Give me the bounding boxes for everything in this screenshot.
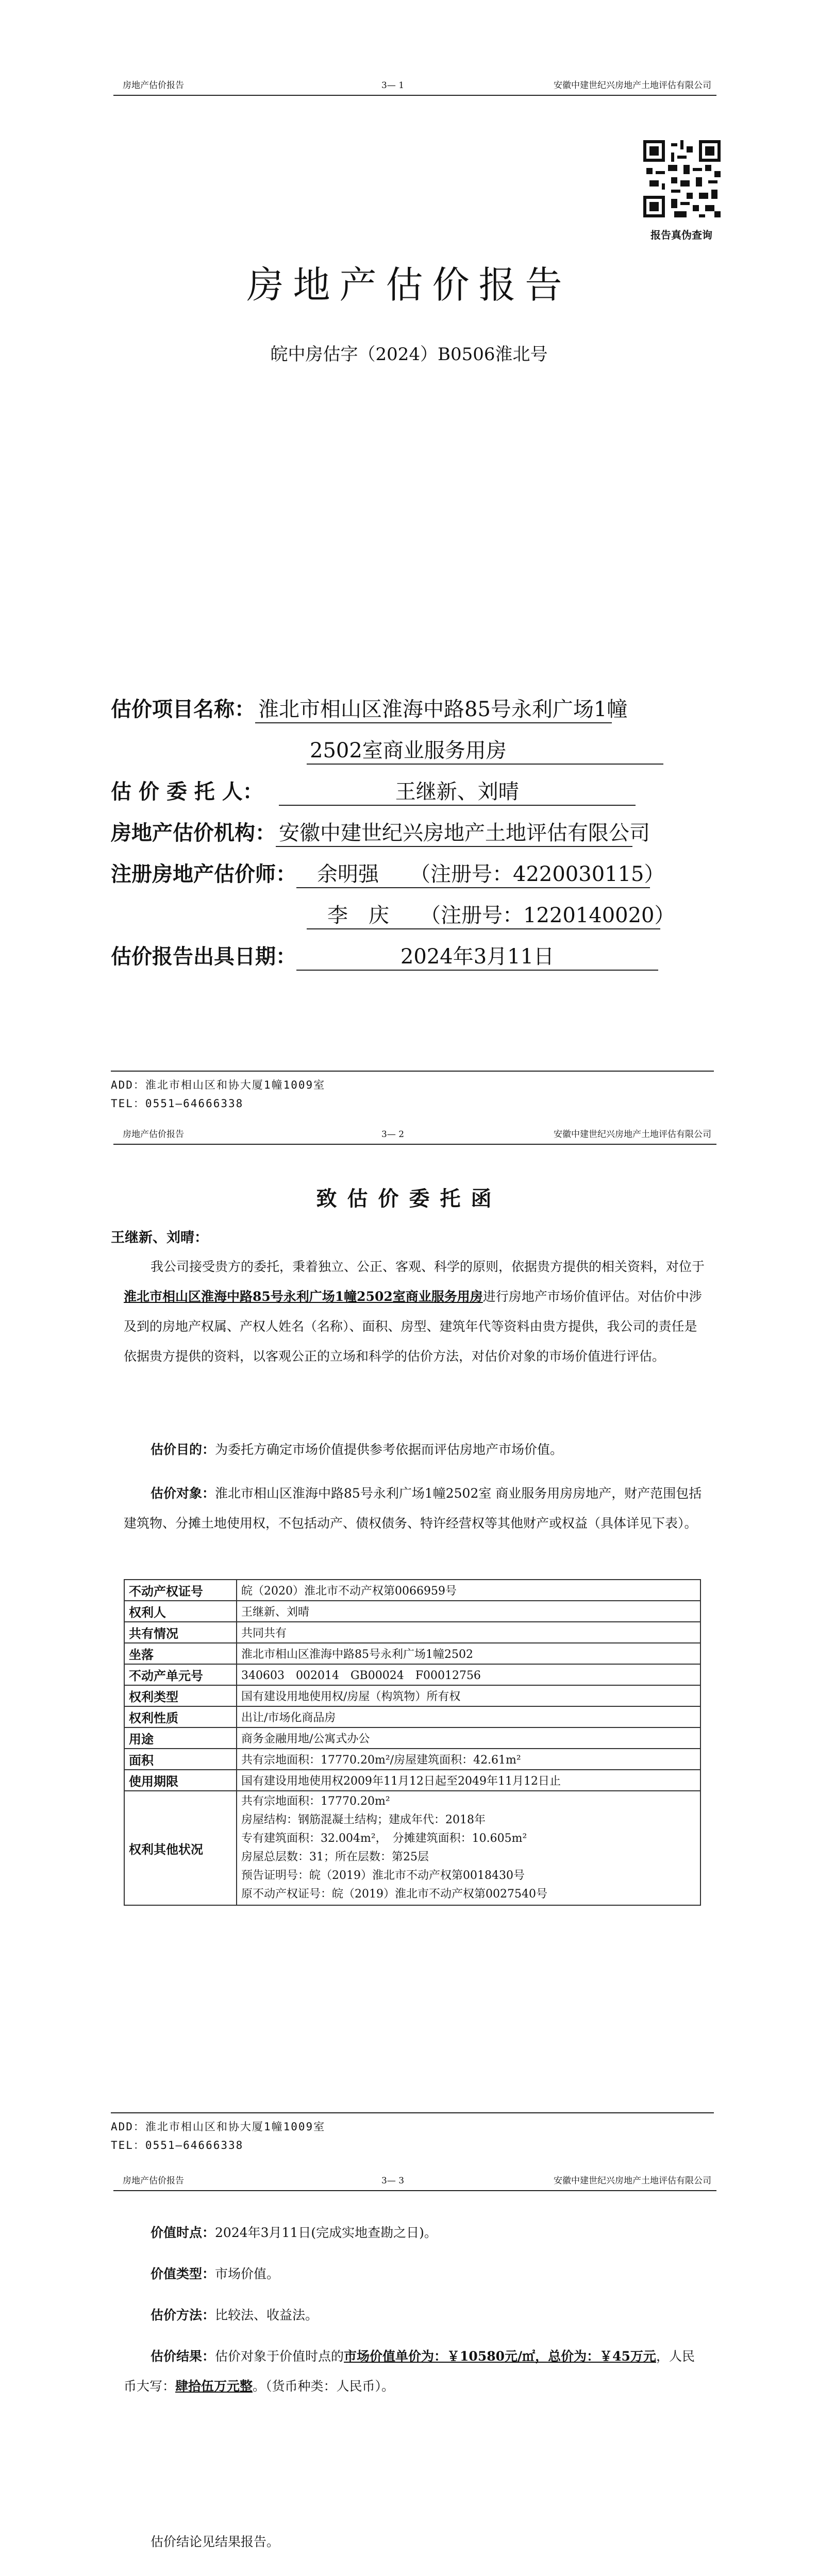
result-label: 估价结果： bbox=[151, 2349, 215, 2364]
letter-title: 致估价委托函 bbox=[316, 1187, 502, 1211]
value-date-label: 价值时点： bbox=[151, 2225, 215, 2240]
table-key: 坐落 bbox=[124, 1643, 237, 1664]
document-number: 皖中房估字（2024）B0506淮北号 bbox=[270, 344, 548, 365]
other-status-line: 房屋结构：钢筋混凝土结构；建成年代：2018年 bbox=[241, 1814, 486, 1826]
table-row bbox=[124, 1685, 700, 1706]
table-row bbox=[124, 1601, 700, 1622]
info-row-client bbox=[111, 775, 636, 806]
intro-text: 我公司接受贵方的委托，秉着独立、公正、客观、科学的原则，依据贵方提供的相关资料，对位于 bbox=[151, 1259, 705, 1274]
purpose-label: 估价目的： bbox=[151, 1442, 215, 1457]
header-left: 房地产估价报告 bbox=[123, 80, 184, 91]
paragraph-value-date bbox=[124, 2218, 706, 2248]
table-key: 不动产单元号 bbox=[124, 1664, 237, 1685]
info-row-appraiser bbox=[111, 858, 665, 888]
table-value: 商务金融用地/公寓式办公 bbox=[237, 1727, 700, 1749]
footer-address: ADD：淮北市相山区和协大厦1幢1009室 bbox=[111, 1079, 326, 1091]
paragraph-conclusion bbox=[124, 2527, 706, 2557]
header-left: 房地产估价报告 bbox=[123, 2176, 184, 2186]
header-right: 安徽中建世纪兴房地产土地评估有限公司 bbox=[554, 2176, 711, 2186]
info-label: 房地产估价机构： bbox=[111, 821, 276, 845]
info-row-date bbox=[111, 940, 658, 971]
object-label: 估价对象： bbox=[151, 1486, 215, 1501]
table-value-multiline bbox=[237, 1791, 700, 1905]
page-header-1 bbox=[113, 71, 716, 96]
addressee: 王继新、刘晴： bbox=[111, 1230, 208, 1246]
paragraph-value-type bbox=[124, 2259, 706, 2289]
info-label: 注册房地产估价师： bbox=[111, 862, 296, 886]
table-key: 权利性质 bbox=[124, 1706, 237, 1727]
table-row bbox=[124, 1643, 700, 1664]
table-value: 皖（2020）淮北市不动产权第0066959号 bbox=[237, 1580, 700, 1601]
info-value: 2502室商业服务用房 bbox=[307, 734, 663, 765]
intro-text-cont: 进行房地产市场价值评估。对估价中涉及到的房地产权属、产权人姓名（名称）、面积、房型、建筑年代等资料由贵方提供，我公司的责任是依据贵方提供的资料，以客观公正的立场和科学的估价方法，对估价对象的市场价值进行评估。 bbox=[124, 1289, 702, 1364]
table-value: 340603 002014 GB00024 F00012756 bbox=[237, 1664, 700, 1685]
paragraph-method bbox=[124, 2300, 706, 2330]
table-value: 共有宗地面积：17770.20m²/房屋建筑面积：42.61m² bbox=[237, 1749, 700, 1770]
conclusion-text: 估价结论见结果报告。 bbox=[151, 2534, 280, 2549]
info-row-agency bbox=[111, 817, 650, 847]
table-value: 淮北市相山区淮海中路85号永利广场1幢2502 bbox=[237, 1643, 700, 1664]
method-label: 估价方法： bbox=[151, 2308, 215, 2323]
header-page-number: 3— 3 bbox=[381, 2176, 405, 2186]
header-left: 房地产估价报告 bbox=[123, 1129, 184, 1140]
table-row bbox=[124, 1727, 700, 1749]
other-status-line: 共有宗地面积：17770.20m² bbox=[241, 1795, 390, 1808]
rights-table bbox=[124, 1579, 701, 1906]
header-right: 安徽中建世纪兴房地产土地评估有限公司 bbox=[554, 1129, 711, 1140]
result-text-cont: ，人民币大写： bbox=[124, 2349, 695, 2394]
table-row bbox=[124, 1622, 700, 1643]
table-value: 共同共有 bbox=[237, 1622, 700, 1643]
info-value: 2024年3月11日 bbox=[296, 940, 658, 971]
paragraph-purpose bbox=[124, 1435, 706, 1465]
paragraph-intro bbox=[124, 1252, 706, 1371]
table-key: 权利人 bbox=[124, 1601, 237, 1622]
table-key: 共有情况 bbox=[124, 1622, 237, 1643]
table-value: 王继新、刘晴 bbox=[237, 1601, 700, 1622]
info-value: 王继新、刘晴 bbox=[279, 775, 636, 806]
table-row bbox=[124, 1770, 700, 1791]
method-text: 比较法、收益法。 bbox=[215, 2308, 319, 2323]
purpose-text: 为委托方确定市场价值提供参考依据而评估房地产市场价值。 bbox=[215, 1442, 563, 1457]
qr-caption: 报告真伪查询 bbox=[650, 229, 712, 241]
info-row-project-cont bbox=[307, 734, 663, 765]
qr-code bbox=[643, 140, 721, 217]
info-label: 估 价 委 托 人： bbox=[111, 779, 263, 804]
page-header-3 bbox=[113, 2166, 716, 2191]
value-type-text: 市场价值。 bbox=[215, 2266, 280, 2281]
intro-object: 淮北市相山区淮海中路85号永利广场1幢2502室商业服务用房 bbox=[124, 1289, 483, 1304]
info-value: 余明强 （注册号：4220030115） bbox=[296, 858, 650, 888]
table-key: 面积 bbox=[124, 1749, 237, 1770]
page-footer-1 bbox=[111, 1071, 714, 1113]
info-label: 估价报告出具日期： bbox=[111, 944, 296, 969]
other-status-line: 原不动产权证号：皖（2019）淮北市不动产权第0027540号 bbox=[241, 1888, 547, 1901]
info-label: 估价项目名称： bbox=[111, 697, 255, 721]
info-value: 淮北市相山区淮海中路85号永利广场1幢 bbox=[255, 693, 612, 723]
object-text: 淮北市相山区淮海中路85号永利广场1幢2502室 商业服务用房房地产，财产范围包括建筑物、分摊土地使用权，不包括动产、债权债务、特许经营权等其他财产或权益（具体详见下表）。 bbox=[124, 1486, 702, 1531]
value-date-text: 2024年3月11日(完成实地查勘之日)。 bbox=[215, 2225, 437, 2240]
paragraph-result bbox=[124, 2342, 706, 2401]
table-row bbox=[124, 1580, 700, 1601]
info-value: 安徽中建世纪兴房地产土地评估有限公司 bbox=[276, 817, 632, 847]
header-right: 安徽中建世纪兴房地产土地评估有限公司 bbox=[554, 80, 711, 91]
page-header-2 bbox=[113, 1120, 716, 1145]
footer-tel: TEL：0551—64666338 bbox=[111, 1097, 244, 1110]
table-key: 权利其他状况 bbox=[124, 1791, 237, 1905]
header-page-number: 3— 1 bbox=[381, 80, 405, 91]
table-row bbox=[124, 1664, 700, 1685]
table-value: 国有建设用地使用权/房屋（构筑物）所有权 bbox=[237, 1685, 700, 1706]
other-status-line: 房屋总层数：31；所在层数：第25层 bbox=[241, 1851, 429, 1863]
table-key: 不动产权证号 bbox=[124, 1580, 237, 1601]
table-key: 用途 bbox=[124, 1727, 237, 1749]
info-row-appraiser-cont bbox=[307, 899, 675, 929]
other-status-line: 预告证明号：皖（2019）淮北市不动产权第0018430号 bbox=[241, 1869, 525, 1882]
other-status-line: 专有建筑面积：32.004m²， 分摊建筑面积：10.605m² bbox=[241, 1832, 527, 1845]
result-value: 市场价值单价为：￥10580元/㎡，总价为：￥45万元 bbox=[344, 2349, 656, 2364]
info-value: 李 庆 （注册号：1220140020） bbox=[307, 899, 660, 929]
table-key: 权利类型 bbox=[124, 1685, 237, 1706]
table-key: 使用期限 bbox=[124, 1770, 237, 1791]
table-value: 出让/市场化商品房 bbox=[237, 1706, 700, 1727]
table-row bbox=[124, 1749, 700, 1770]
footer-address: ADD：淮北市相山区和协大厦1幢1009室 bbox=[111, 2121, 326, 2133]
footer-tel: TEL：0551—64666338 bbox=[111, 2139, 244, 2151]
value-type-label: 价值类型： bbox=[151, 2266, 215, 2281]
result-text: 估价对象于价值时点的 bbox=[215, 2349, 344, 2364]
page-footer-2 bbox=[111, 2112, 714, 2155]
table-row bbox=[124, 1706, 700, 1727]
table-row bbox=[124, 1791, 700, 1905]
paragraph-object bbox=[124, 1479, 706, 1538]
header-page-number: 3— 2 bbox=[381, 1129, 405, 1140]
result-value-words: 肆拾伍万元整 bbox=[175, 2379, 253, 2394]
info-row-project bbox=[111, 693, 628, 723]
result-currency: 。（货币种类：人民币）。 bbox=[253, 2379, 395, 2394]
table-value: 国有建设用地使用权2009年11月12日起至2049年11月12日止 bbox=[237, 1770, 700, 1791]
report-title: 房地产估价报告 bbox=[246, 263, 572, 307]
